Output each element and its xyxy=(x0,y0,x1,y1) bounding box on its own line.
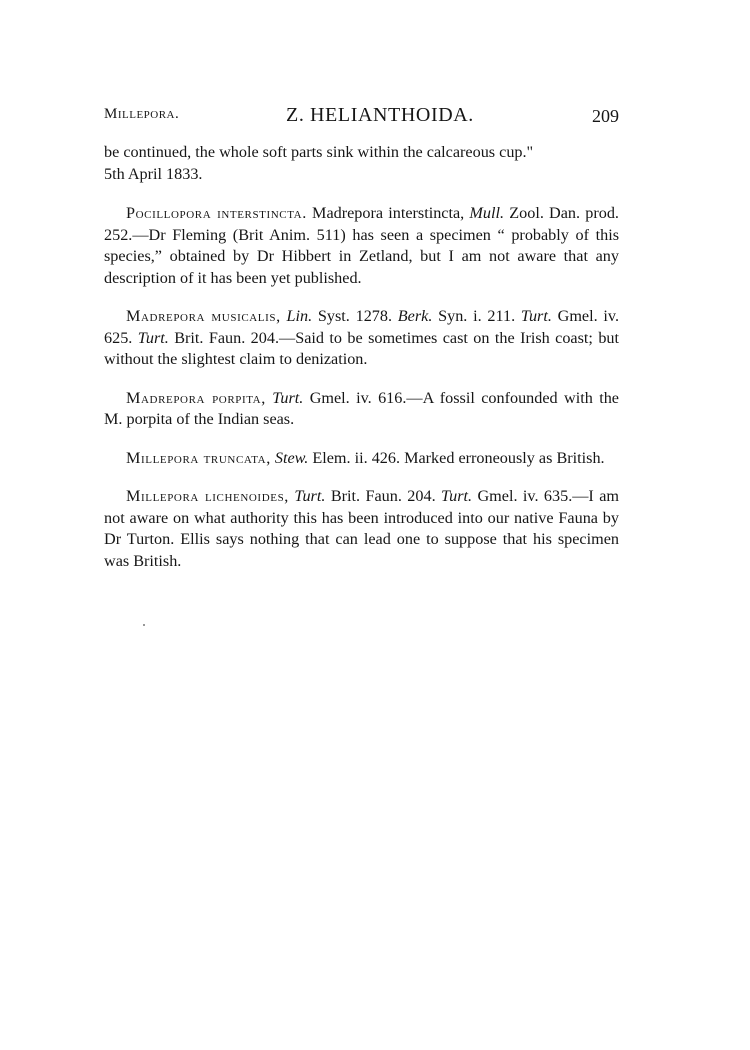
citation-author: Turt. xyxy=(441,487,473,505)
continuation-date: 5th April 1833. xyxy=(104,164,203,183)
running-head xyxy=(104,104,619,134)
entry-text: Zool. Dan. prod. 252.—Dr Fleming (Brit Anim. 511) has seen a specimen “ probably of this species,” obtained by Dr Hibbert in Zetland, but I am not aware that any description of it has been yet published. xyxy=(104,204,619,287)
species-name: Millepora lichenoides, xyxy=(126,487,289,505)
citation-author: Stew. xyxy=(274,448,309,467)
running-head-title: Z. HELIANTHOIDA. xyxy=(286,104,474,126)
entry-text: Gmel. iv. 635.—I am not aware on what authority this has been introduced into our native Fauna by Dr Turton. Ellis says nothing that can lead one to suppose that his specimen was British. xyxy=(104,487,620,570)
citation-author: Turt. xyxy=(272,388,304,407)
citation-author: Berk. xyxy=(397,307,433,325)
continuation-line-1: be continued, the whole soft parts sink within the calcareous cup." xyxy=(104,143,534,161)
citation-author: Lin. xyxy=(286,307,313,325)
entry-text: Brit. Faun. 204.—Said to be sometimes cast on the Irish coast; but without the slightest claim to denization. xyxy=(104,328,619,368)
entry-text: Syst. 1278. xyxy=(312,307,398,325)
stray-ink-mark xyxy=(143,624,145,626)
citation-author: Turt. xyxy=(294,487,326,505)
entry-text: Brit. Faun. 204. xyxy=(325,487,442,505)
species-entries xyxy=(104,203,619,572)
citation-author: Turt. xyxy=(520,307,552,325)
citation-author: Turt. xyxy=(137,328,169,347)
species-entry xyxy=(104,388,619,431)
species-entry xyxy=(104,448,619,470)
page-number: 209 xyxy=(592,106,619,126)
species-name: Pocillopora interstincta. xyxy=(126,204,307,222)
entry-text: Gmel. iv. 616.—A fossil confounded with the M. porpita of the Indian seas. xyxy=(104,388,619,428)
species-name: Madrepora porpita, xyxy=(126,388,266,407)
page-body xyxy=(104,142,619,572)
species-name: Madrepora musicalis, xyxy=(126,307,281,325)
species-entry xyxy=(104,306,619,371)
entry-text: Syn. i. 211. xyxy=(432,307,521,325)
entry-text: Elem. ii. 426. Marked erroneously as British. xyxy=(308,448,605,467)
species-entry xyxy=(104,203,619,289)
entry-text: Gmel. iv. 625. xyxy=(104,307,619,347)
continuation-paragraph xyxy=(104,142,619,185)
species-entry xyxy=(104,486,619,572)
book-page xyxy=(104,104,619,589)
species-name: Millepora truncata, xyxy=(126,448,271,467)
entry-text: Madrepora interstincta, xyxy=(306,204,470,222)
citation-author: Mull. xyxy=(469,204,505,222)
running-head-genus: Millepora. xyxy=(104,106,180,122)
